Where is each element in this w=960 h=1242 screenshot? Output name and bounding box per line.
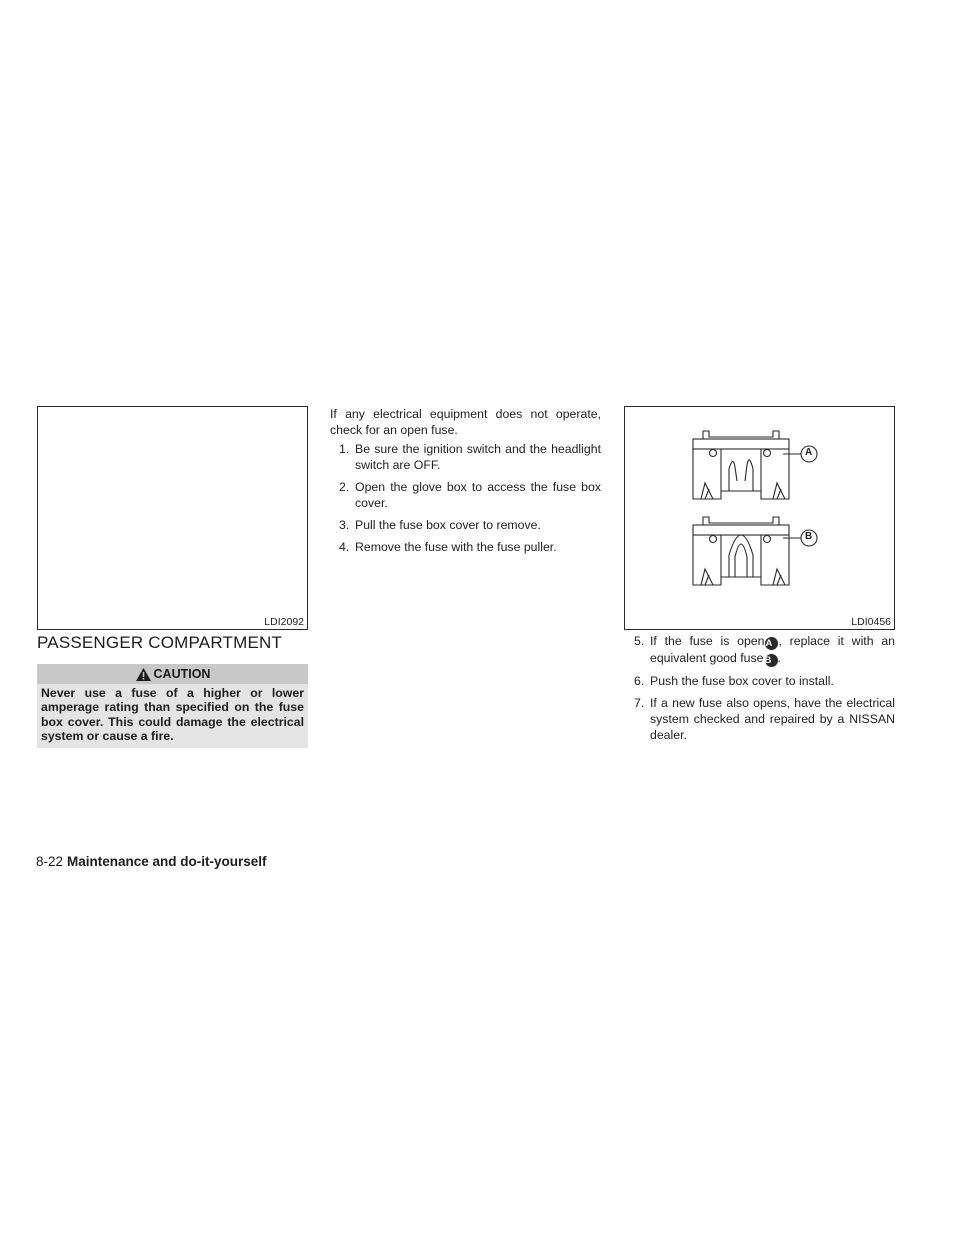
step-number: 1. [339, 442, 350, 456]
caution-heading: CAUTION [153, 667, 211, 681]
step-1 [330, 441, 601, 473]
section-title: PASSENGER COMPARTMENT [37, 633, 283, 652]
caution-header [37, 664, 308, 684]
callout-b-label: B [805, 531, 813, 542]
step-number: 2. [339, 480, 350, 494]
step-number: 3. [339, 518, 350, 532]
step-text: If a new fuse also opens, have the electrical system checked and repaired by a NISSAN dealer. [650, 696, 895, 742]
step-7 [634, 695, 895, 743]
figure-id: LDI0456 [851, 616, 891, 628]
step-text-before: If the fuse is open [650, 634, 765, 648]
step-text: Push the fuse box cover to install. [650, 674, 834, 688]
figure-ldi0456 [624, 406, 895, 630]
intro-paragraph: If any electrical equipment does not operate, check for an open fuse. [330, 407, 601, 437]
caution-text: Never use a fuse of a higher or lower amperage rating than specified on the fuse box cover. This could damage the electrical system or cause a fire. [37, 684, 308, 748]
step-number: 6. [634, 674, 645, 688]
step-number: 4. [339, 540, 350, 554]
step-6 [634, 673, 895, 689]
step-2 [330, 479, 601, 511]
step-text-after: . [777, 651, 781, 665]
marker-b-icon: B [765, 654, 778, 667]
page-footer [36, 854, 267, 869]
step-4 [330, 539, 601, 555]
chapter-title: Maintenance and do-it-yourself [67, 854, 267, 869]
figure-id: LDI2092 [264, 616, 304, 628]
caution-box [37, 664, 308, 744]
step-5 [634, 633, 895, 667]
right-column [634, 633, 895, 749]
figure-ldi2092 [37, 406, 308, 630]
marker-a-icon: A [765, 637, 778, 650]
callout-a-label: A [805, 447, 813, 458]
fuse-illustration [625, 407, 893, 617]
fuse-open [693, 431, 789, 499]
step-number: 7. [634, 696, 645, 710]
fuse-good [693, 517, 789, 585]
step-text: Pull the fuse box cover to remove. [355, 518, 541, 532]
step-3 [330, 517, 601, 533]
step-text: Remove the fuse with the fuse puller. [355, 540, 557, 554]
middle-column [330, 406, 601, 561]
step-number: 5. [634, 634, 645, 648]
step-text-middle: , replace it with an equivalent good fuse [650, 634, 895, 665]
step-text: Be sure the ignition switch and the headlight switch are OFF. [355, 442, 601, 472]
page-number: 8-22 [36, 854, 64, 869]
step-text: Open the glove box to access the fuse box cover. [355, 480, 601, 510]
warning-icon [135, 667, 152, 682]
